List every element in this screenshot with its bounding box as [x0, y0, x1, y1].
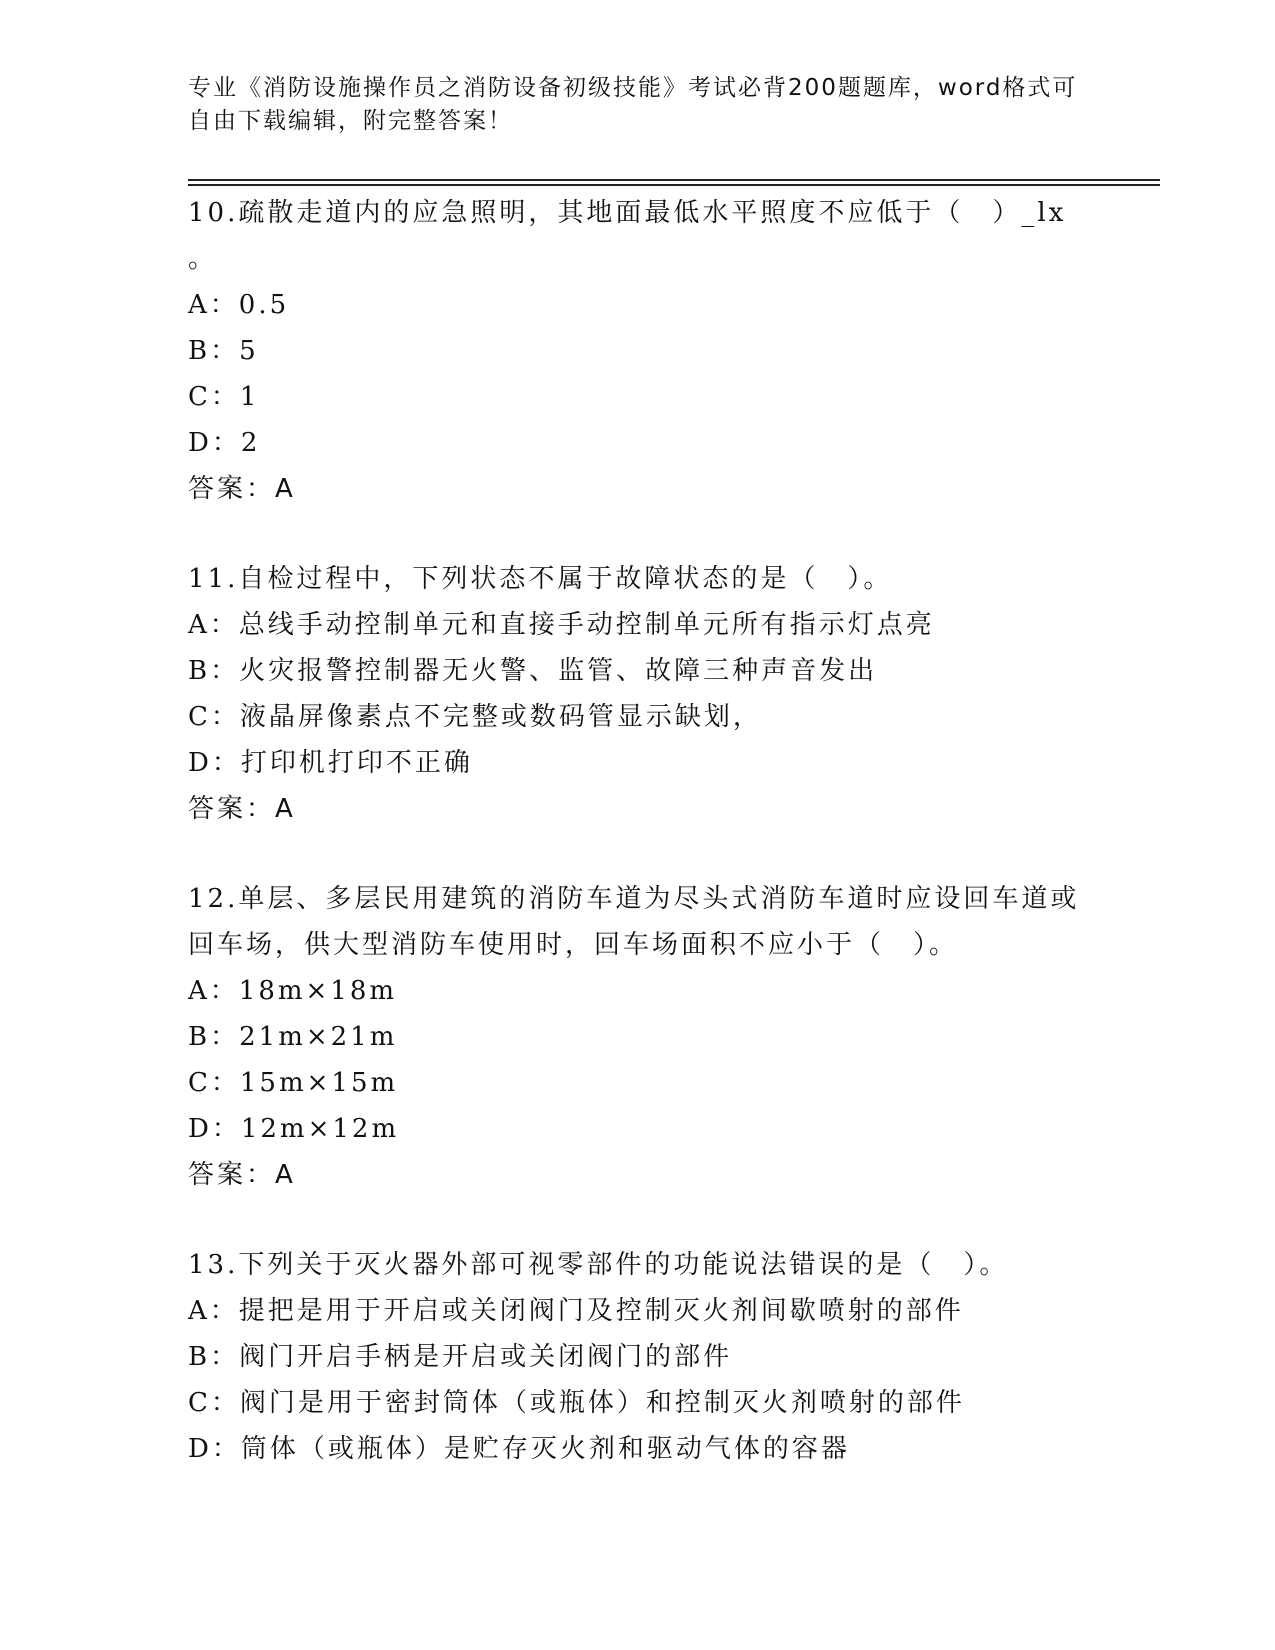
answer-line: 答案：A — [188, 1160, 296, 1190]
option-a: A：总线手动控制单元和直接手动控制单元所有指示灯点亮 — [188, 610, 935, 640]
header-line-1: 专业《消防设施操作员之消防设备初级技能》考试必背200题题库，word格式可 — [188, 75, 1078, 101]
header-divider-bottom — [188, 184, 1160, 186]
document-header — [188, 72, 1088, 138]
question-stem: 13.下列关于灭火器外部可视零部件的功能说法错误的是（ ）。 — [188, 1250, 1009, 1280]
question-stem: 10.疏散走道内的应急照明，其地面最低水平照度不应低于（ ）_lx — [188, 198, 1067, 228]
question-stem-continuation: 回车场，供大型消防车使用时，回车场面积不应小于（ ）。 — [188, 930, 959, 960]
option-b: B：阀门开启手柄是开启或关闭阀门的部件 — [188, 1342, 733, 1372]
question-13 — [188, 1242, 1088, 1472]
option-a: A：0.5 — [188, 290, 290, 320]
option-a: A：18m×18m — [188, 976, 398, 1006]
question-11 — [188, 556, 1088, 832]
question-10 — [188, 190, 1088, 512]
option-d: D：12m×12m — [188, 1114, 400, 1144]
option-c: C：1 — [188, 382, 260, 412]
option-d: D：打印机打印不正确 — [188, 748, 473, 778]
header-line-2: 自由下载编辑，附完整答案！ — [188, 108, 513, 134]
option-d: D：筒体（或瓶体）是贮存灭火剂和驱动气体的容器 — [188, 1434, 850, 1464]
option-c: C：15m×15m — [188, 1068, 399, 1098]
option-c: C：液晶屏像素点不完整或数码管显示缺划， — [188, 702, 762, 732]
option-b: B：21m×21m — [188, 1022, 398, 1052]
option-c: C：阀门是用于密封筒体（或瓶体）和控制灭火剂喷射的部件 — [188, 1388, 965, 1418]
answer-line: 答案：A — [188, 794, 296, 824]
question-stem: 11.自检过程中，下列状态不属于故障状态的是（ ）。 — [188, 564, 893, 594]
question-stem: 12.单层、多层民用建筑的消防车道为尽头式消防车道时应设回车道或 — [188, 884, 1080, 914]
question-stem-continuation: 。 — [188, 244, 218, 274]
option-a: A：提把是用于开启或关闭阀门及控制灭火剂间歇喷射的部件 — [188, 1296, 964, 1326]
header-divider-top — [188, 179, 1160, 181]
answer-line: 答案：A — [188, 474, 296, 504]
question-12 — [188, 876, 1088, 1198]
option-d: D：2 — [188, 428, 261, 458]
option-b: B：5 — [188, 336, 259, 366]
option-b: B：火灾报警控制器无火警、监管、故障三种声音发出 — [188, 656, 878, 686]
